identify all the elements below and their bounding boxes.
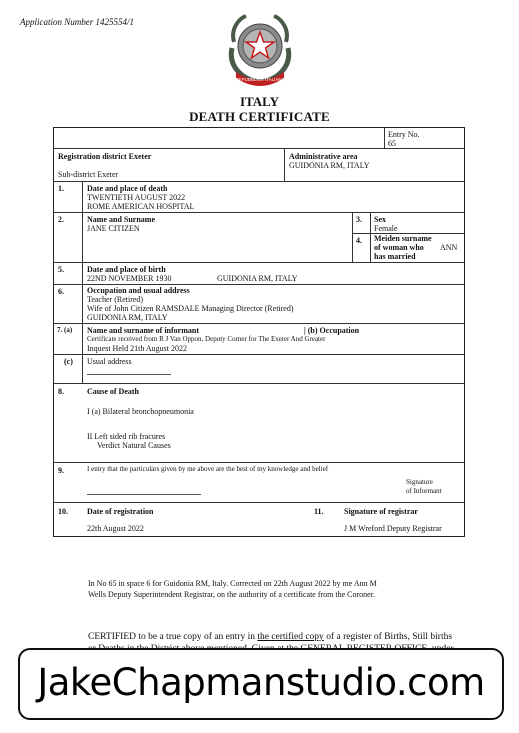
country-heading: ITALY: [239, 94, 280, 109]
field-5-label: Date and place of birth: [87, 265, 166, 274]
field-9-text: I entry that the particulars given by me above are the best of my knowledge and belief: [87, 465, 329, 473]
entry-divider: [384, 128, 385, 148]
italian-emblem-icon: [222, 8, 298, 88]
field-6-number: 6.: [58, 287, 64, 296]
entry-value: 65: [388, 139, 396, 148]
field-7c-label: Usual address: [87, 357, 132, 366]
field-4-label-1: Meiden surname: [374, 234, 432, 243]
field-2-number: 2.: [58, 215, 64, 224]
field-6-label: Occupation and usual address: [87, 286, 190, 295]
field-4-value: ANN: [440, 243, 458, 252]
field-8-line-3: Verdict Natural Causes: [97, 441, 171, 450]
field-6-line-3: GUIDONIA RM, ITALY: [87, 313, 168, 322]
administrative-area-value: GUIDONIA RM, ITALY: [289, 161, 370, 170]
field-8-label: Cause of Death: [87, 387, 139, 396]
sub-district: Sub-district Exeter: [58, 170, 119, 179]
field-5-date: 22ND NOVEMBER 1930: [87, 274, 172, 283]
field-9-signature-label-2: of Informant: [406, 487, 442, 495]
field-7-number: 7. (a): [57, 326, 73, 334]
col-divider: [284, 148, 285, 181]
field-8-line-1: I (a) Bilateral bronchopneumonia: [87, 407, 194, 416]
row-line: [54, 323, 464, 324]
field-3-label: Sex: [374, 215, 386, 224]
field-7-label: Name and surname of informant: [87, 326, 199, 335]
field-10-label: Date of registration: [87, 507, 154, 516]
field-6-line-1: Teacher (Retired): [87, 295, 144, 304]
field-2-value: JANE CITIZEN: [87, 224, 140, 233]
field-6-line-2: Wife of John Citizen RAMSDALE Managing Director (Retired): [87, 304, 294, 313]
field-7b-label: | (b) Occupation: [304, 326, 360, 335]
field-3-value: Female: [374, 224, 398, 233]
usual-address-underline: [87, 374, 171, 375]
field-11-value: J M Wreford Deputy Registrar: [344, 524, 442, 533]
application-number: Application Number 1425554/1: [20, 17, 134, 27]
field-1-line-1: TWENTIETH AUGUST 2022: [87, 193, 186, 202]
field-3-number: 3.: [356, 215, 362, 224]
row-line: [54, 212, 464, 213]
field-1-line-2: ROME AMERICAN HOSPITAL: [87, 202, 195, 211]
field-11-number: 11.: [314, 507, 324, 516]
col-divider: [352, 212, 353, 262]
field-11-label: Signature of registrar: [344, 507, 418, 516]
correction-note-line-2: Wells Deputy Superintendent Registrar, on the authority of a certificate from the Coroner.: [88, 590, 375, 599]
row-line: [54, 262, 464, 263]
row-line: [54, 181, 464, 182]
field-7-line-1: Certificate received from R J Van Oppon, Deputy Corner for The Exeter And Greater: [87, 335, 326, 343]
field-7-line-2: Inquest Held 21th August 2022: [87, 344, 187, 353]
field-2-label: Name and Surname: [87, 215, 156, 224]
certificate-title: DEATH CERTIFICATE: [189, 109, 330, 124]
correction-note-line-1: In No 65 in space 6 for Guidonia RM, Italy. Corrected on 22th August 2022 by me Ann M: [88, 579, 377, 588]
certified-text-b: of a register of Births, Still births: [323, 632, 453, 642]
field-4-number: 4.: [356, 236, 362, 245]
row-line: [54, 148, 464, 149]
field-4-label-3: has married: [374, 252, 416, 261]
certificate-table: [53, 127, 465, 537]
correction-note: [88, 578, 428, 600]
field-9-signature-label-1: Signature: [406, 478, 433, 486]
field-1-label: Date and place of death: [87, 184, 168, 193]
administrative-area-label: Administrative area: [289, 152, 358, 161]
row-line: [54, 462, 464, 463]
field-7c-number: (c): [64, 357, 73, 366]
row-line: [54, 354, 464, 355]
field-10-number: 10.: [58, 507, 68, 516]
row-line: [54, 284, 464, 285]
field-10-value: 22th August 2022: [87, 524, 144, 533]
field-9-number: 9.: [58, 466, 64, 475]
field-8-line-2: II Left sided rib fracures: [87, 432, 166, 441]
registration-district: Registration district Exeter: [58, 152, 152, 161]
informant-signature-line: [87, 494, 201, 495]
field-8-number: 8.: [58, 387, 64, 396]
entry-label: Entry No.: [388, 130, 420, 139]
emblem-ribbon-text: REPUBBLICA ITALIANA: [235, 77, 285, 82]
field-5-place: GUIDONIA RM, ITALY: [217, 274, 298, 283]
row-line: [54, 383, 464, 384]
field-5-number: 5.: [58, 265, 64, 274]
row-line: [54, 502, 464, 503]
certified-text-a: CERTIFIED to be a true copy of an entry in: [88, 632, 258, 642]
watermark-text: JakeChapmanstudio.com: [37, 661, 485, 704]
certified-text-underlined: the certified copy: [257, 632, 324, 642]
field-4-label-2: of woman who: [374, 243, 424, 252]
field-1-number: 1.: [58, 184, 64, 193]
col-divider: [370, 212, 371, 262]
